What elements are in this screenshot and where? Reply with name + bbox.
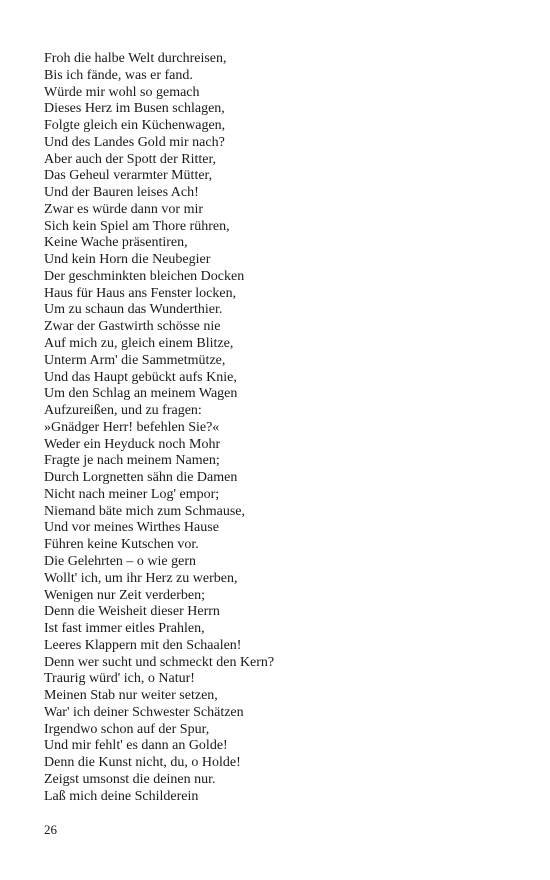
poem-line: Denn die Weisheit dieser Herrn — [44, 604, 220, 620]
poem-line: Keine Wache präsentiren, — [44, 235, 188, 251]
poem-line: Und des Landes Gold mir nach? — [44, 134, 225, 150]
poem-line: Wollt' ich, um ihr Herz zu werben, — [44, 570, 238, 586]
poem-line: Denn die Kunst nicht, du, o Holde! — [44, 755, 241, 771]
poem-line: Leeres Klappern mit den Schaalen! — [44, 637, 242, 653]
poem-line: Ist fast immer eitles Prahlen, — [44, 621, 205, 637]
poem-line: »Gnädger Herr! befehlen Sie?« — [44, 419, 220, 435]
poem-line: Nicht nach meiner Log' empor; — [44, 486, 220, 502]
poem-line: War' ich deiner Schwester Schätzen — [44, 704, 244, 720]
poem-line: Und der Bauren leises Ach! — [44, 185, 199, 201]
poem-line: Aufzureißen, und zu fragen: — [44, 403, 202, 419]
poem-line: Durch Lorgnetten sähn die Damen — [44, 470, 238, 486]
poem-line: Fragte je nach meinem Namen; — [44, 453, 220, 469]
poem-line: Das Geheul verarmter Mütter, — [44, 168, 213, 184]
poem-line: Denn wer sucht und schmeckt den Kern? — [44, 654, 275, 670]
poem-line: Und das Haupt gebückt aufs Knie, — [44, 369, 237, 385]
poem-line: Würde mir wohl so gemach — [44, 84, 200, 100]
poem-line: Traurig würd' ich, o Natur! — [44, 671, 195, 687]
poem-line: Wenigen nur Zeit verderben; — [44, 587, 205, 603]
poem-text — [44, 51, 274, 805]
poem-line: Zeigst umsonst die deinen nur. — [44, 771, 216, 787]
poem-line: Die Gelehrten – o wie gern — [44, 553, 196, 569]
poem-line: Um den Schlag an meinem Wagen — [44, 386, 238, 402]
poem-line: Froh die halbe Welt durchreisen, — [44, 51, 227, 66]
poem-line: Und mir fehlt' es dann an Golde! — [44, 738, 228, 754]
poem-line: Meinen Stab nur weiter setzen, — [44, 688, 218, 704]
poem-line: Zwar der Gastwirth schösse nie — [44, 319, 221, 335]
poem-line: Und vor meines Wirthes Hause — [44, 520, 219, 536]
poem-line: Bis ich fände, was er fand. — [44, 67, 193, 83]
poem-line: Irgendwo schon auf der Spur, — [44, 721, 210, 737]
poem-line: Niemand bäte mich zum Schmause, — [44, 503, 245, 519]
poem-line: Aber auch der Spott der Ritter, — [44, 151, 217, 167]
poem-line: Der geschminkten bleichen Docken — [44, 268, 245, 284]
poem-line: Und kein Horn die Neubegier — [44, 252, 211, 268]
poem-line: Auf mich zu, gleich einem Blitze, — [44, 336, 234, 352]
poem-line: Zwar es würde dann vor mir — [44, 201, 204, 217]
poem-line: Sich kein Spiel am Thore rühren, — [44, 218, 230, 234]
poem-line: Um zu schaun das Wunderthier. — [44, 302, 223, 318]
poem-line: Weder ein Heyduck noch Mohr — [44, 436, 221, 452]
poem-line: Dieses Herz im Busen schlagen, — [44, 101, 225, 117]
poem-line: Laß mich deine Schilderein — [44, 788, 199, 804]
poem-line: Führen keine Kutschen vor. — [44, 537, 199, 553]
poem-line: Folgte gleich ein Küchenwagen, — [44, 118, 226, 134]
page-number: 26 — [44, 822, 57, 837]
poem-line: Unterm Arm' die Sammetmütze, — [44, 352, 226, 368]
poem-line: Haus für Haus ans Fenster locken, — [44, 285, 237, 301]
